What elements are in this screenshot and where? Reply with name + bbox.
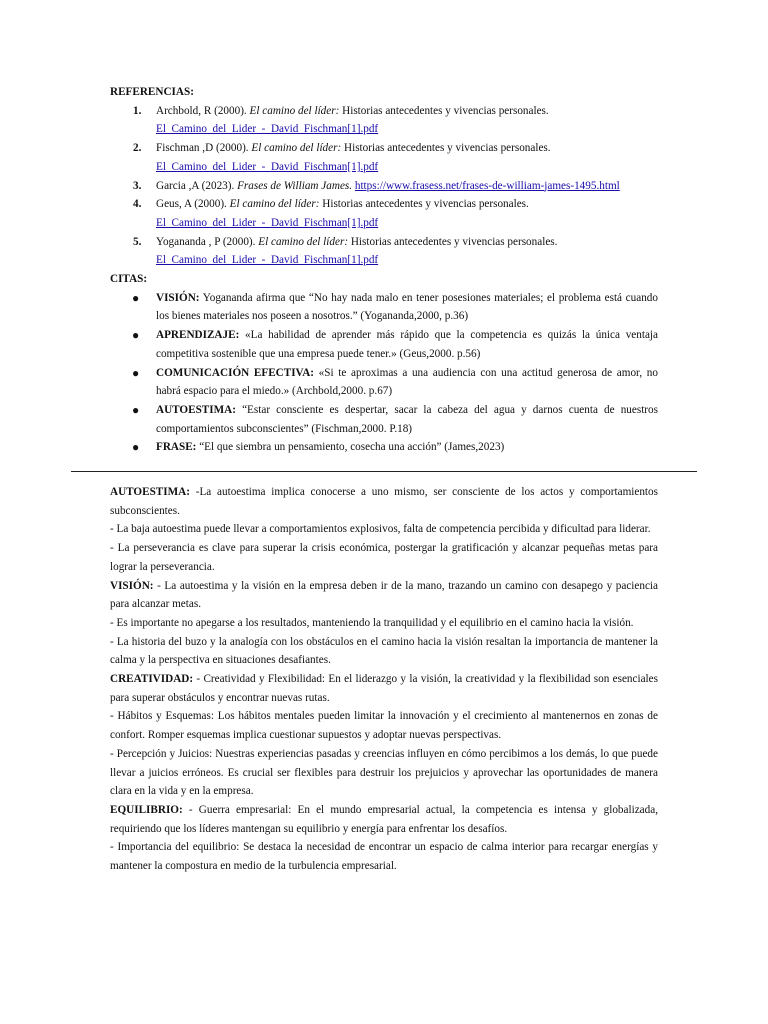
- note-text: -La autoestima implica conocerse a uno mismo, ser consciente de los actos y comportamientos subconscientes.: [110, 486, 658, 517]
- note-label: VISIÓN:: [110, 579, 154, 592]
- note-paragraph: [110, 801, 658, 838]
- citation-item: [110, 401, 658, 438]
- reference-author: Archbold, R (2000).: [156, 104, 250, 117]
- citation-label: COMUNICACIÓN EFECTIVA:: [156, 366, 314, 379]
- bullet-icon: ●: [132, 328, 140, 343]
- reference-item: [110, 195, 658, 232]
- note-text: - La perseverancia es clave para superar la crisis económica, postergar la gratificación y alcanzar pequeñas metas para lograr la perseverancia.: [110, 542, 658, 573]
- citation-text: «Si te aproximas a una audiencia con una actitud generosa de amor, no habrá espacio para el miedo.» (Archbold,2000. p.67): [156, 366, 658, 398]
- note-paragraph: [110, 838, 658, 875]
- note-label: AUTOESTIMA:: [110, 486, 190, 498]
- citations-list: [110, 289, 658, 457]
- note-paragraph: [110, 614, 658, 633]
- note-text: - Percepción y Juicios: Nuestras experiencias pasadas y creencias influyen en cómo percibimos a los demás, lo que puede llevar a juicios erróneos. Es crucial ser flexibles para destruir los prejuicios y aprovechar las oportunidades de manera clara en la vida y en la empresa.: [110, 747, 658, 798]
- note-text: - La historia del buzo y la analogía con los obstáculos en el camino hacia la visión resaltan la importancia de mantener la calma y la perspectiva en situaciones desafiantes.: [110, 635, 658, 667]
- reference-author: Fischman ,D (2000).: [156, 142, 252, 155]
- reference-title: El camino del líder:: [229, 198, 320, 211]
- note-paragraph: [110, 539, 658, 576]
- reference-item: [110, 102, 658, 139]
- reference-description: Historias antecedentes y vivencias personales.: [348, 235, 558, 248]
- reference-number: 4.: [133, 198, 142, 211]
- reference-author: Yogananda , P (2000).: [156, 235, 259, 248]
- note-paragraph: [110, 745, 658, 801]
- reference-title: El camino del líder:: [249, 104, 340, 117]
- reference-description: Historias antecedentes y vivencias personales.: [341, 142, 551, 155]
- note-paragraph: [110, 520, 658, 539]
- note-text: - Creatividad y Flexibilidad: En el liderazgo y la visión, la creatividad y la flexibilidad son esenciales para superar obstáculos y encontrar nuevas rutas.: [110, 673, 658, 704]
- horizontal-divider: [71, 471, 697, 472]
- reference-item: [110, 233, 658, 270]
- reference-item: [110, 177, 658, 196]
- citation-label: AUTOESTIMA:: [156, 403, 236, 416]
- references-list: [110, 102, 658, 270]
- references-heading: REFERENCIAS:: [110, 86, 194, 98]
- reference-description: Historias antecedentes y vivencias personales.: [339, 104, 549, 117]
- reference-link[interactable]: El_Camino_del_Lider_-_David_Fischman[1].pdf: [156, 160, 379, 173]
- citation-text: “Estar consciente es despertar, sacar la cabeza del agua y darnos cuenta de nuestros comportamientos subconscientes” (Fischman,2000. P.18): [156, 403, 658, 435]
- reference-number: 3.: [133, 179, 142, 192]
- reference-title: El camino del líder:: [251, 142, 342, 155]
- citation-item: [110, 364, 658, 401]
- note-label: CREATIVIDAD:: [110, 673, 194, 686]
- citation-item: [110, 289, 658, 326]
- reference-author: Geus, A (2000).: [156, 198, 230, 211]
- reference-item: [110, 139, 658, 176]
- notes-section: [110, 483, 658, 876]
- citation-item: [110, 438, 658, 457]
- note-text: - Guerra empresarial: En el mundo empresarial actual, la competencia es intensa y globalizada, requiriendo que los líderes mantengan su equilibrio y energía para enfrentar los desafíos.: [110, 803, 658, 835]
- reference-number: 2.: [133, 142, 142, 155]
- note-text: - La baja autoestima puede llevar a comportamientos explosivos, falta de competencia percibida y dificultad para liderar.: [110, 523, 651, 536]
- reference-link[interactable]: El_Camino_del_Lider_-_David_Fischman[1].pdf: [156, 123, 379, 136]
- note-paragraph: [110, 577, 658, 614]
- reference-author: Garcia ,A (2023).: [156, 179, 238, 192]
- citation-text: «La habilidad de aprender más rápido que la competencia es quizás la única ventaja competitiva sostenible que una empresa puede tener.» (Geus,2000. p.56): [156, 329, 658, 360]
- citation-text: Yogananda afirma que “No hay nada malo en tener posesiones materiales; el problema está cuando los bienes materiales nos poseen a nosotros.” (Yogananda,2000, p.36): [156, 291, 658, 323]
- references-section: [110, 83, 658, 457]
- note-paragraph: [110, 633, 658, 670]
- reference-number: 1.: [133, 104, 142, 117]
- note-paragraph: [110, 670, 658, 707]
- citation-label: APRENDIZAJE:: [156, 329, 240, 342]
- reference-title: Frases de William James.: [237, 179, 353, 192]
- bullet-icon: ●: [132, 402, 140, 417]
- bullet-icon: ●: [132, 440, 140, 455]
- reference-number: 5.: [133, 235, 142, 248]
- citation-text: “El que siembra un pensamiento, cosecha una acción” (James,2023): [196, 441, 505, 454]
- citation-label: VISIÓN:: [156, 291, 200, 304]
- reference-link[interactable]: https://www.frasess.net/frases-de-william-james-1495.html: [354, 179, 620, 192]
- citation-item: [110, 326, 658, 363]
- note-text: - La autoestima y la visión en la empresa deben ir de la mano, trazando un camino con desapego y paciencia para alcanzar metas.: [110, 579, 658, 611]
- bullet-icon: ●: [132, 290, 140, 305]
- reference-link[interactable]: El_Camino_del_Lider_-_David_Fischman[1].pdf: [156, 254, 379, 267]
- note-text: - Hábitos y Esquemas: Los hábitos mentales pueden limitar la innovación y el crecimiento al mantenernos en zonas de confort. Romper esquemas implica cuestionar supuestos y adoptar nuevas perspectivas.: [110, 710, 658, 742]
- note-label: EQUILIBRIO:: [110, 803, 183, 816]
- note-text: - Es importante no apegarse a los resultados, manteniendo la tranquilidad y el equilibrio en el camino hacia la visión.: [110, 616, 634, 629]
- note-paragraph: [110, 483, 658, 520]
- reference-link[interactable]: El_Camino_del_Lider_-_David_Fischman[1].pdf: [156, 216, 379, 229]
- citations-heading: CITAS:: [110, 273, 148, 286]
- citation-label: FRASE:: [156, 441, 197, 454]
- note-text: - Importancia del equilibrio: Se destaca la necesidad de encontrar un espacio de calma interior para recargar energías y mantener la compostura en medio de la turbulencia empresarial.: [110, 841, 658, 873]
- note-paragraph: [110, 707, 658, 744]
- reference-description: Historias antecedentes y vivencias personales.: [319, 198, 529, 211]
- bullet-icon: ●: [132, 365, 140, 380]
- reference-title: El camino del líder:: [258, 235, 349, 248]
